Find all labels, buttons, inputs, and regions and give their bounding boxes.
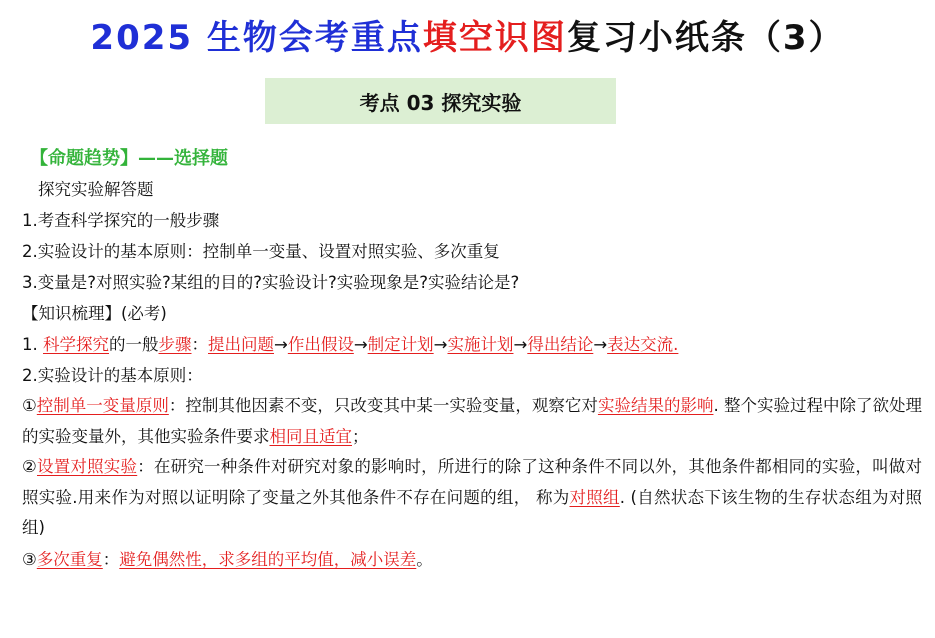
step-item: 实施计划 [447, 335, 514, 354]
arrow: → [353, 335, 368, 354]
arrow: → [593, 335, 608, 354]
principle-end: 。 [416, 549, 433, 569]
principle-term: 多次重复 [36, 549, 103, 569]
steps-word: 步骤 [158, 335, 192, 354]
trend-item: 3.变量是?对照实验?某组的目的?实验设计?实验现象是?实验结论是? [22, 273, 520, 292]
step-item: 提出问题 [208, 335, 274, 354]
page-title [0, 10, 935, 59]
topic-banner: 考点 03 探究实验 [265, 78, 616, 124]
step-item: 表达交流. [607, 335, 679, 354]
title-part-2: 填空识图 [422, 18, 567, 58]
trend-item: 1.考查科学探究的一般步骤 [22, 211, 220, 230]
knowledge-heading: 【知识梳理】(必考) [22, 304, 167, 323]
principle-term: 控制单一变量原则 [36, 396, 169, 415]
principle-term: 设置对照实验 [37, 457, 138, 476]
principle-repetition [22, 544, 922, 575]
principle-highlight: 相同且适宜 [269, 426, 352, 446]
principle-text: ； [352, 426, 369, 446]
main-content [22, 143, 922, 575]
arrow: → [433, 335, 448, 354]
principle-text: . (自然状态下该生物的生存状态组为对照组) [22, 487, 922, 537]
principle-highlight: 对照组 [569, 487, 620, 507]
principle-single-variable [22, 391, 922, 452]
steps-mid: 的一般 [109, 335, 159, 354]
principle-number: ③ [22, 549, 37, 569]
arrow: → [274, 335, 288, 354]
step-item: 得出结论 [527, 335, 594, 354]
principle-text: ：在研究一种条件对研究对象的影响时，所进行的除了这种条件不同以外，其他条件都相同的实验，叫做对照实验.用来作为对照以证明除了变量之外其他条件不存在问题的组， 称为 [22, 457, 923, 507]
principle-number: ① [22, 396, 37, 415]
principle-control-group [22, 452, 922, 544]
step-item: 制定计划 [367, 335, 434, 354]
principle-colon: ： [102, 549, 120, 569]
trend-subheading: 探究实验解答题 [38, 180, 154, 199]
title-part-3: 复习小纸条（3） [566, 18, 845, 58]
principles-title: 2.实验设计的基本原则： [22, 366, 203, 385]
principle-text: ：控制其他因素不变，只改变其中某一实验变量，观察它对 [168, 396, 598, 415]
trend-item: 2.实验设计的基本原则：控制单一变量、设置对照实验、多次重复 [22, 242, 500, 261]
steps-prefix: 1. [22, 335, 43, 354]
inquiry-steps-line [22, 329, 922, 360]
principle-text: . 整个实验过程中除了欲处理的实验变量外，其他实验条件要求 [22, 396, 923, 446]
trend-heading: 【命题趋势】——选择题 [30, 148, 228, 169]
inquiry-term: 科学探究 [43, 335, 109, 354]
arrow: → [513, 335, 528, 354]
principle-number: ② [22, 457, 37, 476]
title-part-1: 2025 生物会考重点 [90, 18, 423, 58]
principle-highlight: 实验结果的影响 [597, 396, 714, 415]
steps-colon: ： [191, 335, 208, 354]
step-item: 作出假设 [287, 335, 354, 354]
principle-highlight: 避免偶然性，求多组的平均值，减小误差 [119, 549, 417, 569]
